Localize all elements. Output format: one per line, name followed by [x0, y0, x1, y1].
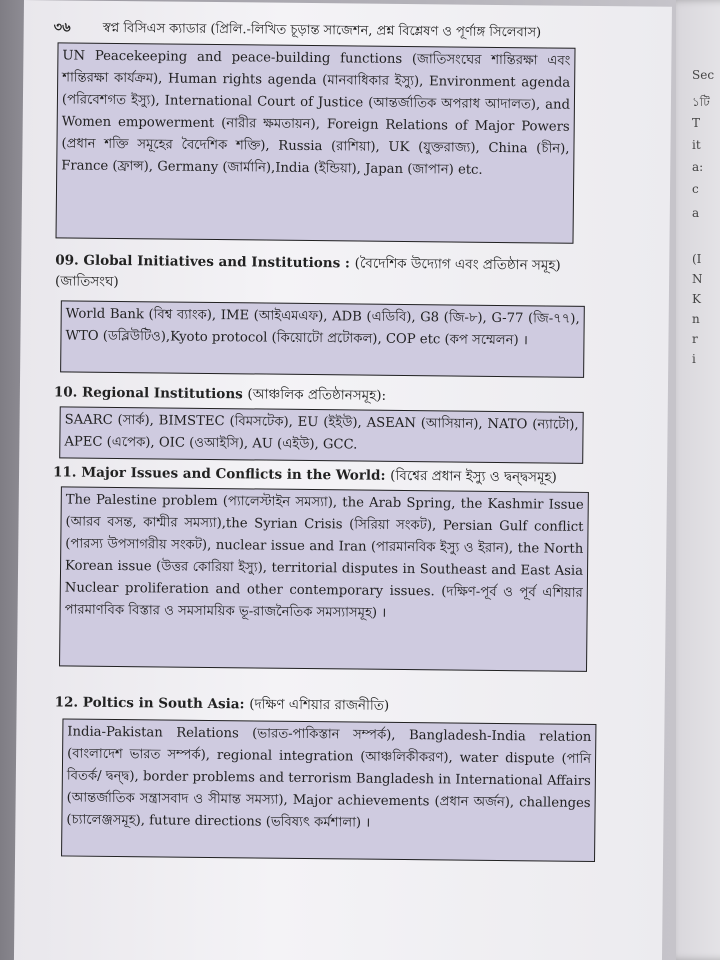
heading-10-bn: (আঞ্চলিক প্রতিষ্ঠানসমূহ):	[247, 386, 387, 404]
adjacent-fragment: K	[692, 292, 701, 306]
heading-11-bn: (বিশ্বের প্রধান ইস্যু ও দ্বন্দ্বসমূহ)	[390, 467, 557, 486]
section-12-text: India-Pakistan Relations (ভারত-পাকিস্তান সম্পর্ক), Bangladesh-India relation (বাংলাদেশ ভারত সম্পর্ক), regional integration (আঞ্চলিকীকরণ), water dispute (পানি বিতর্ক/ দ্বন্দ্ব), border problems and terrorism Bangladesh in International Affairs (আন্তর্জাতিক সন্ত্রাসবাদ ও সীমান্ত সমস্যা), Major achievements (প্রধান অর্জন), challenges (চ্যালেঞ্জসমূহ), future directions (ভবিষ্যৎ কর্মশালা) ।	[66, 724, 592, 831]
heading-09-en: 09. Global Initiatives and Institutions :	[55, 252, 350, 272]
adjacent-fragment: Sec	[692, 68, 715, 82]
section-08-box	[56, 42, 576, 243]
adjacent-fragment: it	[692, 138, 701, 152]
heading-09-bn: (বৈদেশিক উদ্যোগ এবং প্রতিষ্ঠান সমূহ) (জাতিসংঘ)	[54, 255, 561, 291]
adjacent-fragment: a:	[692, 160, 704, 174]
section-09-text: World Bank (বিশ্ব ব্যাংক), IME (আইএমএফ), ADB (এডিবি), G8 (জি-৮), G-77 (জি-৭৭), WTO (ডব্লিউটিও),Kyoto protocol (কিয়োটো প্রটোকল), COP etc (কপ সম্মেলন) ।	[65, 306, 580, 349]
heading-12-en: 12. Poltics in South Asia:	[54, 694, 245, 713]
adjacent-fragment: (I	[692, 252, 702, 266]
section-11-box	[59, 486, 589, 672]
adjacent-fragment: N	[692, 272, 703, 286]
section-11-text: The Palestine problem (প্যালেস্টাইন সমস্যা), the Arab Spring, the Kashmir Issue (আরব বসন্ত, কাশ্মীর সমস্যা),the Syrian Crisis (সিরিয়া সংকট), Persian Gulf conflict (পারস্য উপসাগরীয় সংকট), nuclear issue and Iran (পারমানবিক ইস্যু ও ইরান), the North Korean issue (উত্তর কোরিয়া ইস্যু), territorial disputes in Southeast and East Asia Nuclear proliferation and other contemporary issues. (দক্ষিণ-পূর্ব ও পূর্ব এশিয়ার পারমাণবিক বিস্তার ও সমসাময়িক ভূ-রাজনৈতিক সমস্যাসমূহ) ।	[64, 492, 584, 621]
section-10-box	[59, 406, 584, 463]
adjacent-page	[676, 0, 720, 960]
section-08-text: UN Peacekeeping and peace-building functions (জাতিসংঘের শান্তিরক্ষা এবং শান্তিরক্ষা কার্যক্রম), Human rights agenda (মানবাধিকার ইস্যু), Environment agenda (পরিবেশগত ইস্যু), International Court of Justice (আন্তর্জাতিক অপরাধ আদালত), and Women empowerment (নারীর ক্ষমতায়ন), Foreign Relations of Major Powers (প্রধান শক্তি সমূহের বৈদেশিক শক্তি), Russia (রাশিয়া), UK (যুক্তরাজ্য), China (চীন), France (ফ্রান্স), Germany (জার্মানি),India (ইন্ডিয়া), Japan (জাপান) etc.	[61, 48, 571, 178]
section-heading-10	[54, 382, 594, 409]
section-10-text: SAARC (সার্ক), BIMSTEC (বিমসটেক), EU (ইইউ), ASEAN (আসিয়ান), NATO (ন্যাটো), APEC (এপেক), OIC (ওআইসি), AU (এইউ), GCC.	[64, 412, 579, 453]
adjacent-fragment: n	[692, 312, 700, 326]
section-heading-11	[53, 462, 593, 489]
heading-11-en: 11. Major Issues and Conflicts in the World:	[52, 464, 386, 484]
adjacent-fragment: r	[692, 332, 698, 346]
book-title: স্বপ্ন বিসিএস ক্যাডার (প্রিলি.-লিখিত চূড়ান্ত সাজেশন, প্রশ্ন বিশ্লেষণ ও পূর্ণাঙ্গ সিলেবাস)	[102, 20, 542, 41]
section-heading-09	[55, 250, 595, 298]
adjacent-fragment: i	[692, 352, 696, 366]
page-number: ৩৬	[53, 20, 71, 36]
running-header	[54, 18, 614, 45]
adjacent-fragment: ১টি	[692, 95, 710, 109]
adjacent-fragment: a	[692, 206, 700, 220]
book-page	[14, 0, 672, 960]
section-09-box	[60, 300, 585, 377]
heading-10-en: 10. Regional Institutions	[53, 384, 243, 403]
heading-12-bn: (দক্ষিণ এশিয়ার রাজনীতি)	[249, 696, 390, 714]
adjacent-fragment: T	[692, 116, 701, 130]
section-heading-12	[55, 692, 595, 719]
section-12-box	[61, 718, 596, 862]
adjacent-fragment: c	[692, 182, 699, 196]
